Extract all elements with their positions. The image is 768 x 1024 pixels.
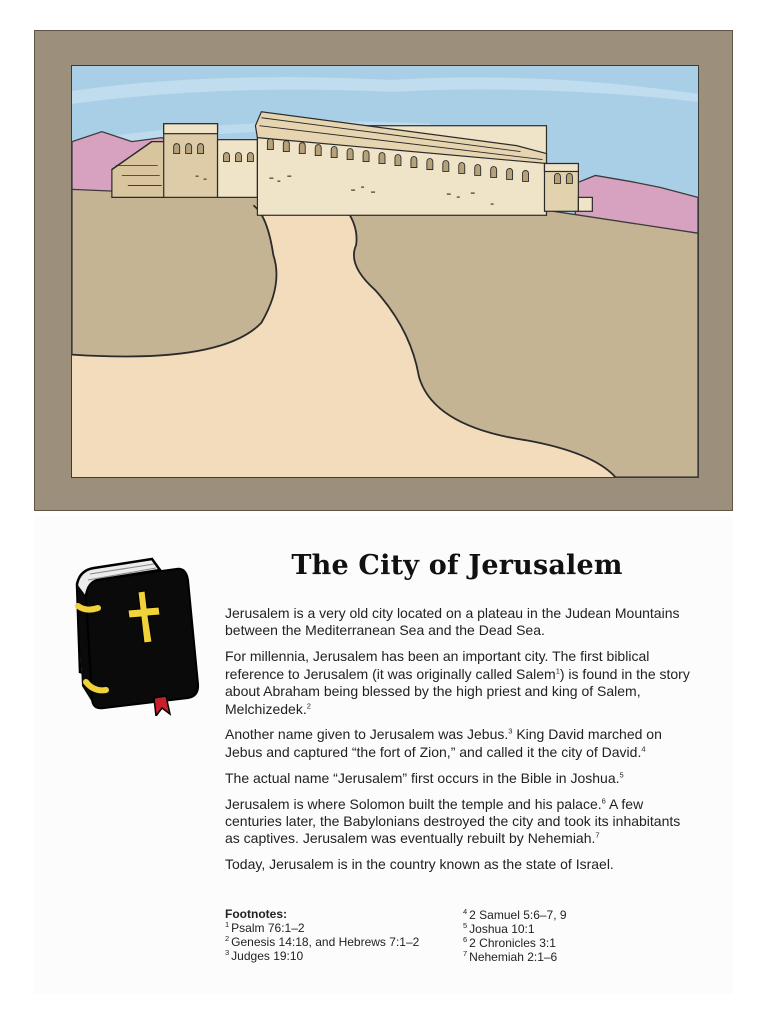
- paragraph-text: King David marched on Jebus and captured “the fort of Zion,” and called it the city of David.: [225, 726, 662, 760]
- paragraph-text: Today, Jerusalem is in the country known as the state of Israel.: [225, 856, 614, 873]
- footnote-ref: 3: [508, 726, 513, 736]
- paragraph-text: Jerusalem is where Solomon built the temple and his palace.: [225, 795, 602, 812]
- tower-left: [164, 124, 218, 198]
- footnote-ref: 2: [306, 700, 311, 710]
- footnotes-heading: Footnotes:: [225, 907, 287, 921]
- paragraph-text: A few centuries later, the Babylonians destroyed the city and took its inhabitants as captives. Jerusalem was eventually rebuilt by Nehemiah.: [225, 795, 681, 847]
- footnote-item: [225, 921, 460, 935]
- page-title: The City of Jerusalem: [291, 550, 623, 581]
- paragraph-text: ) is found in the story about Abraham being blessed by the high priest and king of Salem, Melchizedek.: [225, 665, 690, 717]
- footnote-item: [463, 936, 693, 950]
- footnote-text: Genesis 14:18, and Hebrews 7:1–2: [231, 935, 420, 949]
- footnote-number: 4: [463, 907, 468, 916]
- footnote-number: 6: [463, 935, 468, 944]
- footnote-item: [463, 922, 693, 936]
- paragraph-text: Jerusalem is a very old city located on a plateau in the Judean Mountains between the Mediterranean Sea and the Dead Sea.: [225, 605, 680, 639]
- footnote-item: [463, 908, 693, 922]
- footnote-item: [225, 949, 460, 963]
- footnote-ref: 7: [595, 830, 600, 840]
- footnote-text: Psalm 76:1–2: [231, 921, 305, 935]
- wall-end-right: [578, 197, 592, 211]
- body-paragraph: [225, 726, 693, 761]
- footnote-text: Nehemiah 2:1–6: [469, 950, 558, 964]
- footnote-text: Judges 19:10: [231, 949, 304, 963]
- bible-icon: [72, 556, 206, 716]
- footnote-ref: 6: [601, 796, 606, 805]
- footnotes-column-left: [225, 907, 460, 963]
- paragraph-text: The actual name “Jerusalem” first occurs in the Bible in Joshua.: [225, 769, 620, 786]
- footnote-item: [225, 935, 460, 949]
- footnote-ref: 5: [619, 770, 624, 780]
- article-body: [225, 605, 693, 882]
- footnote-text: Joshua 10:1: [469, 922, 535, 936]
- footnote-ref: 1: [555, 666, 560, 676]
- body-paragraph: [225, 605, 693, 640]
- illustration-frame: [34, 30, 733, 511]
- footnote-number: 2: [225, 934, 230, 943]
- body-paragraph: [225, 648, 693, 718]
- wall-left-section: [218, 140, 258, 198]
- jerusalem-city-illustration: [71, 65, 699, 478]
- footnote-number: 5: [463, 921, 468, 930]
- footnotes-column-right: [463, 908, 693, 964]
- paragraph-text: Another name given to Jerusalem was Jebus.: [225, 726, 509, 743]
- footnote-text: 2 Chronicles 3:1: [469, 936, 556, 950]
- body-paragraph: [225, 770, 693, 787]
- footnote-number: 1: [225, 920, 230, 929]
- paragraph-text: For millennia, Jerusalem has been an important city. The first biblical reference to Jerusalem (it was originally called Salem: [225, 648, 650, 682]
- footnote-text: 2 Samuel 5:6–7, 9: [469, 908, 567, 922]
- footnote-item: [463, 950, 693, 964]
- footnote-number: 7: [463, 949, 468, 958]
- footnote-number: 3: [225, 948, 230, 957]
- footnote-ref: 4: [641, 744, 646, 754]
- body-paragraph: [225, 796, 693, 848]
- body-paragraph: [225, 856, 693, 873]
